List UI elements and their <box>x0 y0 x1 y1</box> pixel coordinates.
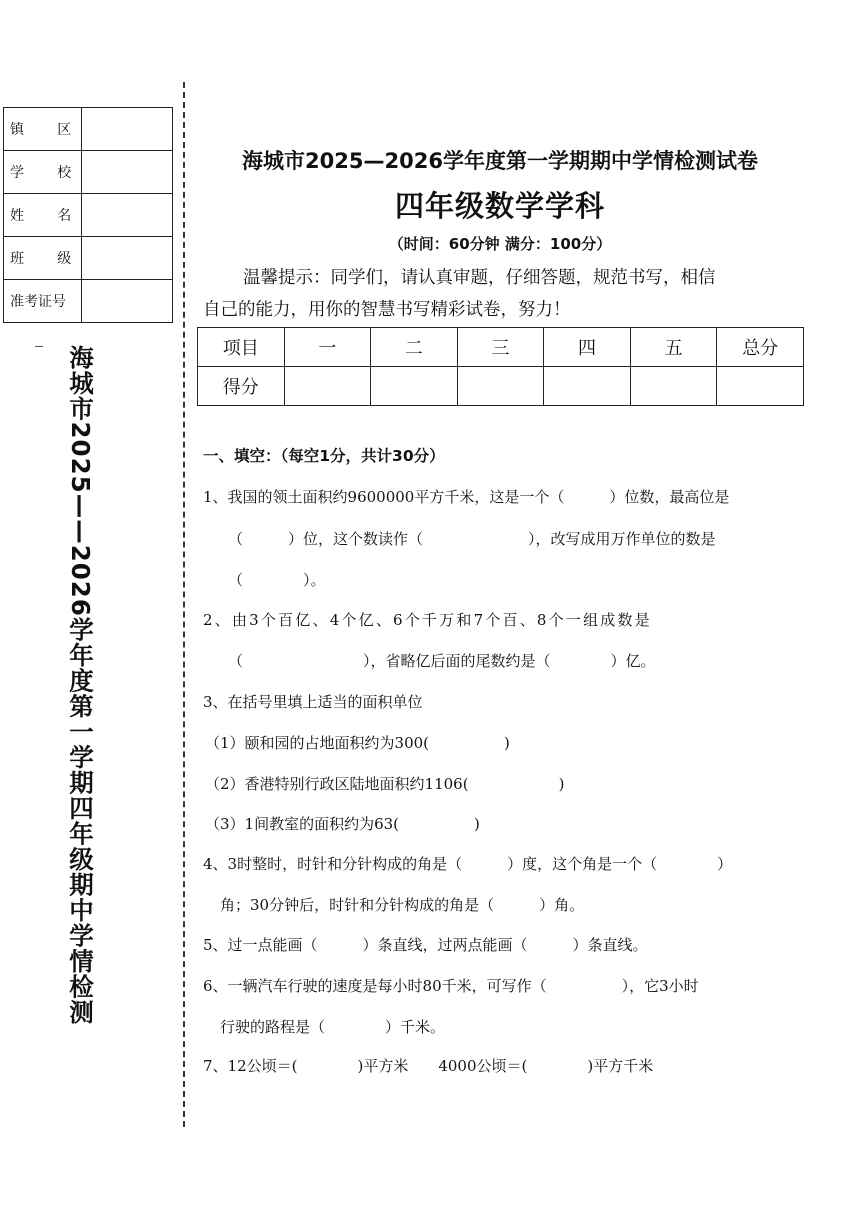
question-2-line-1: 2、由3个百亿、4个亿、6个千万和7个百、8个一组成数是 <box>203 611 652 629</box>
score-cell-total[interactable] <box>717 367 804 406</box>
question-5: 5、过一点能画（ ）条直线，过两点能画（ ）条直线。 <box>203 936 648 954</box>
info-field-exam-id[interactable] <box>82 280 173 323</box>
info-field-name[interactable] <box>82 194 173 237</box>
tip-line-2: 自己的能力，用你的智慧书写精彩试卷，努力！ <box>203 300 571 320</box>
student-info-table <box>3 107 173 323</box>
exam-title: 海城市2025—2026学年度第一学期期中学情检测试卷 <box>242 149 758 173</box>
score-header-2: 二 <box>371 328 458 367</box>
question-7: 7、12公顷＝( )平方米 4000公顷＝( )平方千米 <box>203 1057 654 1075</box>
score-header-1: 一 <box>284 328 371 367</box>
question-4-line-2: 角；30分钟后，时针和分针构成的角是（ ）角。 <box>220 896 585 914</box>
score-cell-3[interactable] <box>457 367 544 406</box>
vertical-side-title: 海城市2025——2026学年度第一学期四年级期中学情检测 <box>66 345 95 1025</box>
info-label-class: 班 级 <box>4 237 82 280</box>
score-header-item: 项目 <box>198 328 285 367</box>
info-field-school[interactable] <box>82 151 173 194</box>
score-table <box>197 327 804 406</box>
score-header-3: 三 <box>457 328 544 367</box>
info-label-name: 姓 名 <box>4 194 82 237</box>
section-1-title: 一、填空：（每空1分，共计30分） <box>203 447 445 465</box>
question-3-title: 3、在括号里填上适当的面积单位 <box>203 693 423 711</box>
subject-title: 四年级数学学科 <box>394 189 605 223</box>
question-3-item-2: （2）香港特别行政区陆地面积约1106( ) <box>205 775 565 793</box>
score-cell-5[interactable] <box>630 367 717 406</box>
question-1-line-3: （ ）。 <box>228 571 326 589</box>
question-3-item-1: （1）颐和园的占地面积约为300( ) <box>205 734 510 752</box>
score-row-label: 得分 <box>198 367 285 406</box>
margin-mark <box>35 346 43 347</box>
score-header-4: 四 <box>544 328 631 367</box>
score-cell-4[interactable] <box>544 367 631 406</box>
info-field-town[interactable] <box>82 108 173 151</box>
question-6-line-1: 6、一辆汽车行驶的速度是每小时80千米，可写作（ ），它3小时 <box>203 977 699 995</box>
binding-dashed-line <box>183 82 185 1127</box>
question-3-item-3: （3）1间教室的面积约为63( ) <box>205 815 480 833</box>
tip-line-1: 温馨提示：同学们，请认真审题，仔细答题，规范书写，相信 <box>243 268 716 288</box>
score-header-5: 五 <box>630 328 717 367</box>
time-info: （时间：60分钟 满分：100分） <box>388 235 612 253</box>
info-label-school: 学 校 <box>4 151 82 194</box>
question-1-line-2: （ ）位，这个数读作（ ），改写成用万作单位的数是 <box>228 530 716 548</box>
info-label-town: 镇 区 <box>4 108 82 151</box>
info-label-exam-id: 准考证号 <box>4 280 82 323</box>
score-header-total: 总分 <box>717 328 804 367</box>
question-1-line-1: 1、我国的领土面积约9600000平方千米，这是一个（ ）位数，最高位是 <box>203 488 730 506</box>
info-field-class[interactable] <box>82 237 173 280</box>
score-cell-1[interactable] <box>284 367 371 406</box>
score-cell-2[interactable] <box>371 367 458 406</box>
question-6-line-2: 行驶的路程是（ ）千米。 <box>220 1018 446 1036</box>
question-2-line-2: （ ），省略亿后面的尾数约是（ ）亿。 <box>228 652 656 670</box>
question-4-line-1: 4、3时整时，时针和分针构成的角是（ ）度，这个角是一个（ ） <box>203 855 733 873</box>
tip-paragraph <box>203 262 801 326</box>
